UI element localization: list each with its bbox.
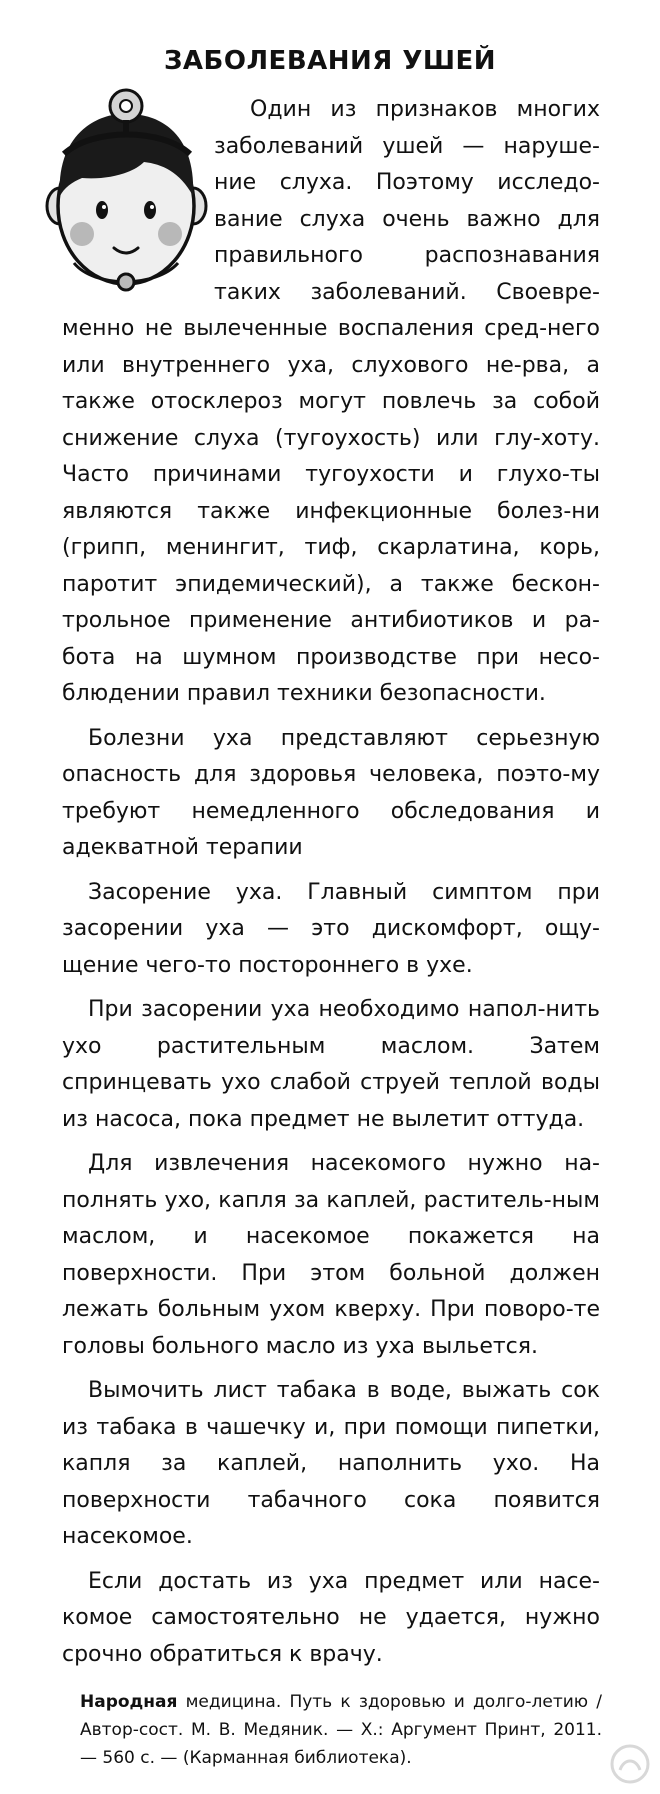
citation-bold: Народная [80,1692,178,1712]
paragraph-2: Болезни уха представляют серьезную опасность для здоровья человека, поэто-му требуют немедленного обследования и адекватной терапии [62,725,600,860]
paragraph-5: Для извлечения насекомого нужно на-полнять ухо, капля за каплей, раститель-ным маслом, и насекомое покажется на поверхности. При этом больной должен лежать больным ухом кверху. При поворо-те головы больного масло из уха выльется. [62,1151,600,1359]
watermark-icon [610,1744,650,1784]
paragraph-3: Засорение уха. Главный симптом при засорении уха — это дискомфорт, ощу-щение чего-то постороннего в ухе. [62,879,600,978]
paragraph-4: При засорении уха необходимо напол-нить ухо растительным маслом. Затем спринцевать ухо слабой струей теплой воды из насоса, пока предмет не вылетит оттуда. [62,997,600,1132]
citation-text: медицина. Путь к здоровью и долго-летию / Автор-сост. М. В. Медяник. — Х.: Аргумент Принт, 2011. — 560 с. — (Карманная библиотека). [80,1692,602,1768]
paragraph-1: Один из признаков многих заболеваний ушей — наруше-ние слуха. Поэтому исследо-вание слуха очень важно для правильного распознавания таких заболеваний. Своевре-менно не вылеченные воспаления сред-него или внутреннего уха, слухового не-рва, а также отосклероз могут повлечь за собой снижение слуха (тугоухость) или глу-хоту. Часто причинами тугоухости и глухо-ты являются также инфекционные болез-ни (грипп, менингит, тиф, скарлатина, корь, паротит эпидемический), а также бескон-трольное применение антибиотиков и ра-бота на шумном производстве при несо-блюдении правил техники безопасности. [62,97,600,706]
paragraph-7: Если достать из уха предмет или насе-комое самостоятельно не удается, нужно срочно обратиться к врачу. [62,1568,600,1667]
article-title: ЗАБОЛЕВАНИЯ УШЕЙ [163,46,497,76]
paragraph-6: Вымочить лист табака в воде, выжать сок из табака в чашечку и, при помощи пипетки, капля за каплей, наполнить ухо. На поверхности табачного сока появится насекомое. [62,1378,600,1549]
illustration-spacer [62,92,214,282]
source-citation [80,1688,602,1772]
article-body [62,92,600,1681]
